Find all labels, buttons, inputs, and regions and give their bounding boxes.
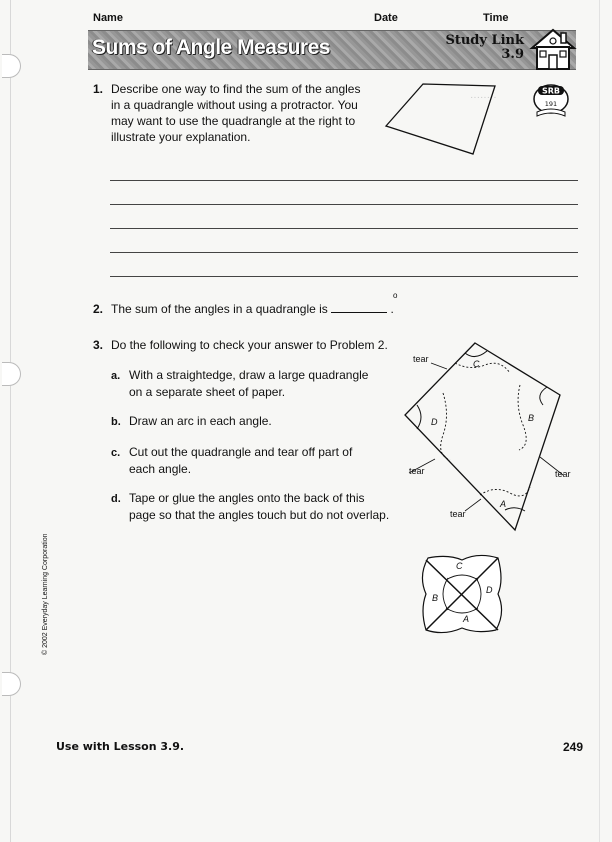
problem-3d-line-2: page so that the angles touch but do not overlap. bbox=[129, 508, 390, 522]
name-label: Name bbox=[93, 12, 123, 24]
problem-1-line-1: Describe one way to find the sum of the angles bbox=[111, 82, 361, 96]
tear-label-2: tear bbox=[409, 466, 425, 476]
answer-line-4[interactable] bbox=[110, 252, 578, 253]
study-link-label: Study Link bbox=[445, 33, 524, 48]
angle-label-b: B bbox=[528, 413, 535, 423]
time-label: Time bbox=[483, 12, 509, 24]
study-link bbox=[440, 34, 524, 62]
binder-hole-top bbox=[2, 54, 21, 78]
angle-label-a: A bbox=[500, 499, 507, 509]
pieces-label-c: C bbox=[456, 561, 463, 571]
home-icon bbox=[528, 26, 578, 72]
copyright: © 2002 Everyday Learning Corporation bbox=[42, 533, 49, 655]
binder-hole-bottom bbox=[2, 672, 21, 696]
page-edge bbox=[10, 0, 11, 842]
study-link-number: 3.9 bbox=[501, 47, 524, 62]
answer-line-1[interactable] bbox=[110, 180, 578, 181]
answer-line-5[interactable] bbox=[110, 276, 578, 277]
lesson-reference: Use with Lesson 3.9. bbox=[56, 740, 185, 753]
problem-1-line-2: in a quadrangle without using a protractor. You bbox=[111, 98, 358, 112]
problem-1-line-3: may want to use the quadrangle at the right to bbox=[111, 114, 356, 128]
problem-3-text: Do the following to check your answer to Problem 2. bbox=[111, 338, 388, 352]
srb-badge bbox=[532, 82, 570, 120]
tear-label-3: tear bbox=[555, 469, 571, 479]
problem-1-line-4: illustrate your explanation. bbox=[111, 130, 251, 144]
binder-hole-middle bbox=[2, 362, 21, 386]
problem-3c-label: c. bbox=[111, 447, 121, 459]
answer-line-2[interactable] bbox=[110, 204, 578, 205]
date-label: Date bbox=[374, 12, 398, 24]
pieces-label-d: D bbox=[486, 585, 493, 595]
angle-label-d: D bbox=[431, 417, 438, 427]
page-number: 249 bbox=[563, 740, 584, 754]
problem-3a bbox=[111, 367, 401, 400]
problem-3a-label: a. bbox=[111, 370, 121, 382]
problem-3a-line-2: on a separate sheet of paper. bbox=[129, 385, 286, 399]
problem-3c-line-1: Cut out the quadrangle and tear off part of bbox=[129, 445, 353, 459]
quadrangle-figure bbox=[380, 80, 500, 160]
degree-symbol: o bbox=[393, 291, 398, 300]
pieces-label-b: B bbox=[432, 593, 439, 603]
srb-page: 191 bbox=[544, 100, 558, 108]
problem-1-number: 1. bbox=[93, 82, 104, 96]
srb-label: SRB bbox=[541, 86, 561, 96]
torn-quadrangle-diagram bbox=[395, 335, 585, 535]
problem-3-number: 3. bbox=[93, 338, 104, 352]
tear-label-4: tear bbox=[450, 509, 466, 519]
problem-3d-label: d. bbox=[111, 493, 121, 505]
answer-line-3[interactable] bbox=[110, 228, 578, 229]
problem-3d-line-1: Tape or glue the angles onto the back of this bbox=[129, 491, 365, 505]
problem-3b bbox=[111, 413, 272, 430]
problem-3 bbox=[93, 337, 388, 353]
pieces-label-a: A bbox=[463, 614, 470, 624]
problem-3c-line-2: each angle. bbox=[129, 462, 192, 476]
problem-2-answer-blank[interactable] bbox=[331, 302, 387, 313]
page-edge-right bbox=[599, 0, 600, 842]
problem-3b-line-1: Draw an arc in each angle. bbox=[129, 414, 272, 428]
problem-1 bbox=[93, 81, 383, 145]
angle-label-c: C bbox=[473, 359, 480, 369]
problem-3c bbox=[111, 444, 401, 477]
bleed-through: ········ bbox=[470, 92, 497, 103]
problem-2 bbox=[93, 301, 394, 317]
problem-2-period: . bbox=[390, 302, 394, 316]
problem-3b-label: b. bbox=[111, 416, 121, 428]
problem-2-number: 2. bbox=[93, 302, 104, 316]
problem-3d bbox=[111, 490, 411, 523]
page-title: Sums of Angle Measures bbox=[92, 36, 330, 59]
tear-label-1: tear bbox=[413, 354, 429, 364]
problem-3a-line-1: With a straightedge, draw a large quadrangle bbox=[129, 368, 369, 382]
problem-2-text: The sum of the angles in a quadrangle is bbox=[111, 302, 328, 316]
